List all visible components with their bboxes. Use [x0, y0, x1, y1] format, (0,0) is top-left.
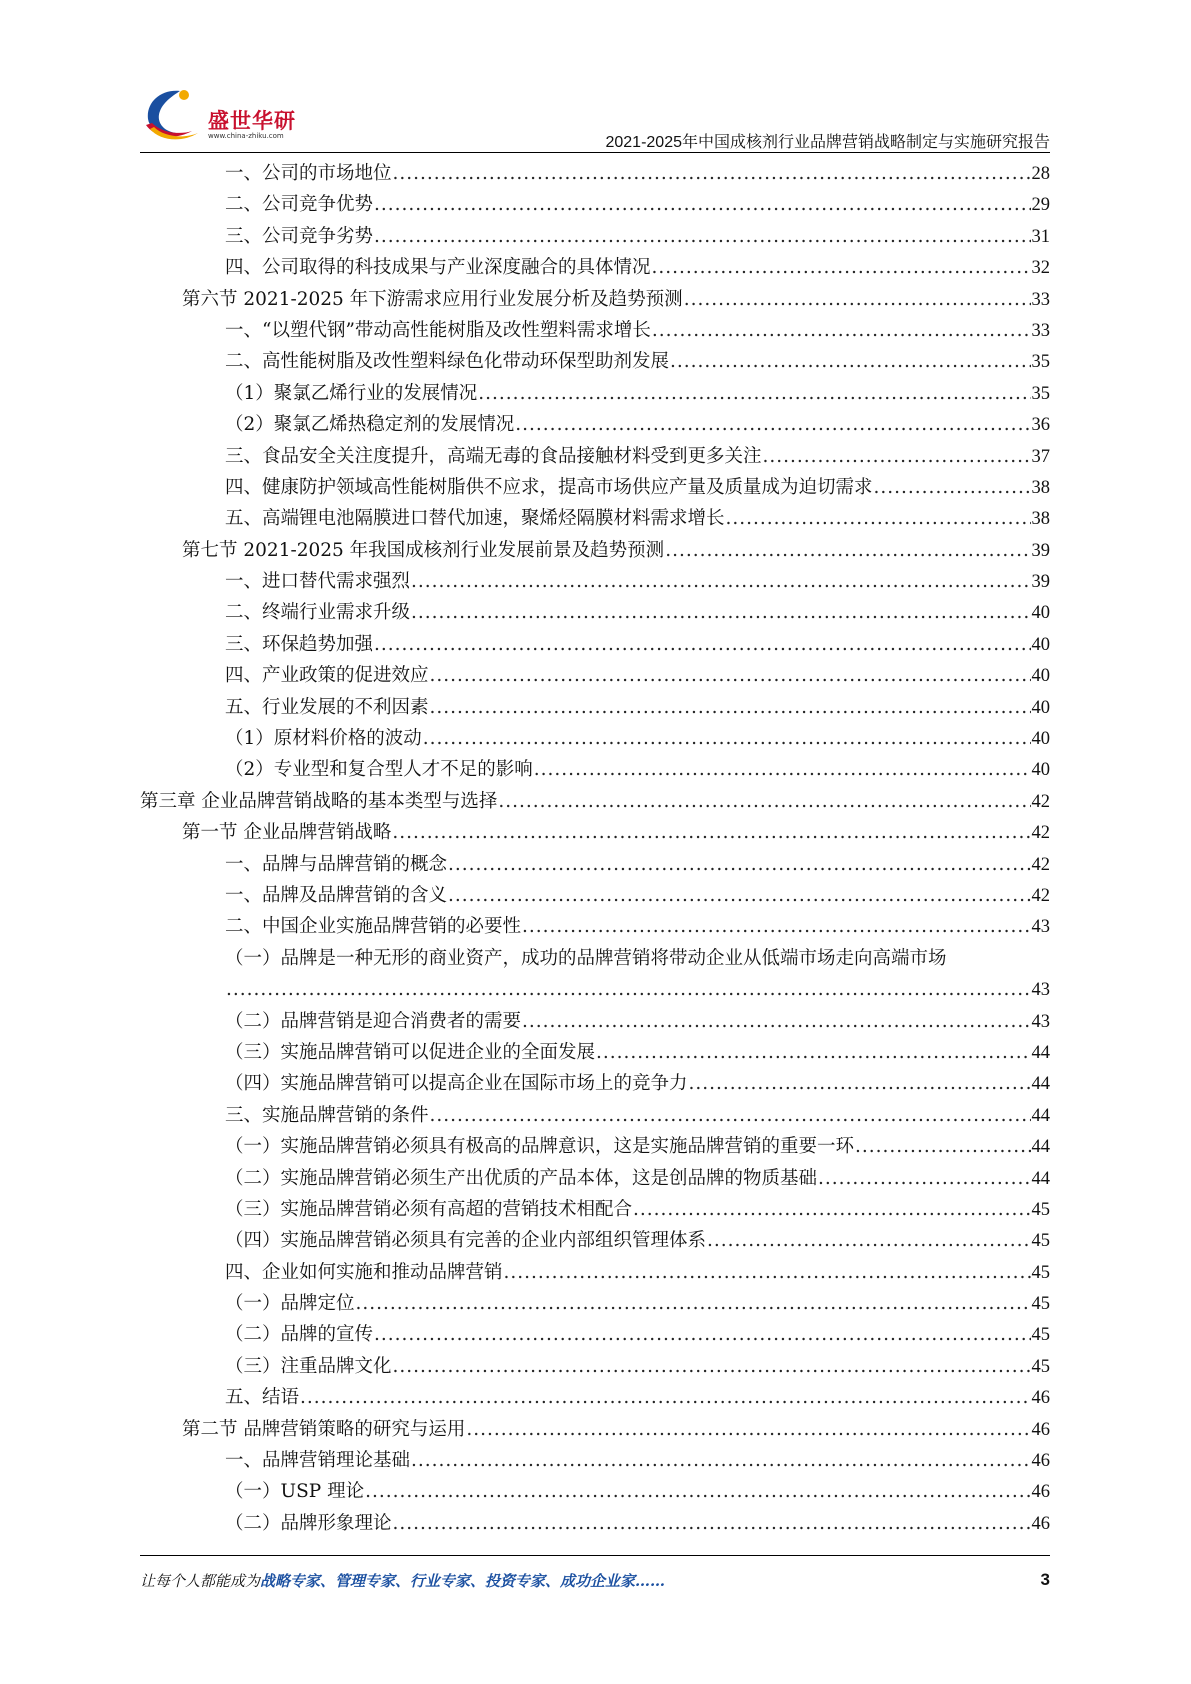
toc-entry[interactable] — [140, 503, 1050, 534]
toc-entry-text: 第七节 2021-2025 年我国成核剂行业发展前景及趋势预测 — [182, 539, 665, 561]
toc-entry[interactable] — [140, 1476, 1050, 1507]
toc-entry-text: 三、实施品牌营销的条件 — [225, 1104, 429, 1126]
toc-entry-page: 45 — [1031, 1199, 1050, 1220]
toc-entry-page: 44 — [1031, 1137, 1050, 1158]
toc-entry-text: （一）实施品牌营销必须具有极高的品牌意识，这是实施品牌营销的重要一环 — [225, 1136, 855, 1158]
toc-entry-page: 37 — [1031, 446, 1050, 467]
toc-entry[interactable] — [140, 441, 1050, 472]
toc-entry-text: 三、环保趋势加强 — [225, 633, 374, 655]
toc-leader-dots — [534, 754, 1031, 785]
toc-entry-page: 44 — [1031, 1168, 1050, 1189]
toc-entry-page: 43 — [1031, 980, 1050, 1001]
toc-leader-dots — [522, 911, 1030, 942]
toc-leader-dots — [689, 1068, 1031, 1099]
toc-entry[interactable] — [140, 221, 1050, 252]
toc-entry-page: 40 — [1031, 634, 1050, 655]
toc-leader-dots — [423, 723, 1031, 754]
toc-entry-text: 三、食品安全关注度提升，高端无毒的食品接触材料受到更多关注 — [225, 445, 762, 467]
toc-entry[interactable] — [140, 1445, 1050, 1476]
toc-entry[interactable] — [140, 189, 1050, 220]
toc-entry[interactable] — [140, 1351, 1050, 1382]
toc-leader-dots — [430, 1100, 1031, 1131]
toc-entry-page: 40 — [1031, 603, 1050, 624]
footer-divider — [140, 1555, 1050, 1556]
page-footer — [140, 1570, 1050, 1594]
toc-entry-text: 一、“以塑代钢”带动高性能树脂及改性塑料需求增长 — [225, 319, 651, 341]
toc-entry-text: （一）品牌定位 — [225, 1293, 355, 1315]
toc-entry-text: （二）品牌的宣传 — [225, 1324, 374, 1346]
toc-leader-dots — [874, 472, 1031, 503]
toc-entry-text: （2）专业型和复合型人才不足的影响 — [225, 759, 533, 781]
toc-entry-text: 四、产业政策的促进效应 — [225, 665, 429, 687]
toc-leader-dots — [504, 1257, 1031, 1288]
toc-leader-dots — [430, 660, 1031, 691]
toc-entry-text: 第六节 2021-2025 年下游需求应用行业发展分析及趋势预测 — [182, 288, 683, 310]
toc-entry-page: 44 — [1031, 1105, 1050, 1126]
toc-entry[interactable] — [140, 1225, 1050, 1256]
toc-entry-text: （三）实施品牌营销可以促进企业的全面发展 — [225, 1041, 596, 1063]
toc-entry[interactable] — [140, 692, 1050, 723]
toc-leader-dots — [430, 692, 1031, 723]
toc-entry-page: 33 — [1031, 289, 1050, 310]
footer-slogan-lead: 让每个人都能成为 — [140, 1572, 261, 1590]
toc-entry-page: 40 — [1031, 697, 1050, 718]
toc-entry-page: 44 — [1031, 1042, 1050, 1063]
toc-leader-dots — [633, 1194, 1030, 1225]
toc-entry[interactable] — [140, 409, 1050, 440]
toc-entry-page: 39 — [1031, 572, 1050, 593]
toc-entry-text: 四、公司取得的科技成果与产业深度融合的具体情况 — [225, 257, 651, 279]
toc-entry-page: 28 — [1031, 164, 1050, 184]
toc-entry-text: 五、结语 — [225, 1387, 300, 1409]
toc-entry-text: （四）实施品牌营销可以提高企业在国际市场上的竞争力 — [225, 1073, 688, 1095]
toc-leader-dots — [374, 1319, 1030, 1350]
toc-entry-page: 43 — [1031, 917, 1050, 938]
toc-entry-text: （2）聚氯乙烯热稳定剂的发展情况 — [225, 414, 515, 436]
toc-entry-text: （1）原材料价格的波动 — [225, 728, 422, 750]
header-divider — [140, 152, 1050, 153]
toc-entry-page: 46 — [1031, 1419, 1050, 1440]
toc-leader-dots — [515, 409, 1030, 440]
toc-entry[interactable] — [140, 1163, 1050, 1194]
toc-entry-page: 31 — [1031, 226, 1050, 247]
report-title: 2021-2025年中国成核剂行业品牌营销战略制定与实施研究报告 — [605, 134, 1050, 151]
toc-entry[interactable] — [140, 754, 1050, 785]
toc-entry-text: 四、企业如何实施和推动品牌营销 — [225, 1261, 503, 1283]
toc-leader-dots — [374, 221, 1030, 252]
toc-entry-text: 二、高性能树脂及改性塑料绿色化带动环保型助剂发展 — [225, 351, 670, 373]
toc-entry-page: 29 — [1031, 195, 1050, 216]
toc-entry-page: 32 — [1031, 258, 1050, 279]
footer-slogan-emphasis: 战略专家、管理专家、行业专家、投资专家、成功企业家…… — [260, 1572, 666, 1590]
toc-entry-page: 42 — [1031, 791, 1050, 812]
toc-entry-text: 第一节 企业品牌营销战略 — [182, 822, 392, 844]
toc-leader-dots — [411, 1445, 1030, 1476]
toc-entry[interactable] — [140, 566, 1050, 597]
logo-url: www.china-zhiku.com — [208, 132, 284, 140]
toc-entry-page: 46 — [1031, 1451, 1050, 1472]
toc-entry-page: 39 — [1031, 540, 1050, 561]
toc-entry-text: 三、公司竞争劣势 — [225, 225, 374, 247]
toc-entry[interactable] — [140, 315, 1050, 346]
toc-entry-text: （二）实施品牌营销必须生产出优质的产品本体，这是创品牌的物质基础 — [225, 1167, 818, 1189]
toc-entry-text: 一、品牌及品牌营销的含义 — [225, 884, 448, 906]
toc-entry-page: 43 — [1031, 1011, 1050, 1032]
toc-entry-text: （三）注重品牌文化 — [225, 1355, 392, 1377]
toc-entry-page: 42 — [1031, 854, 1050, 875]
toc-leader-dots — [684, 284, 1031, 315]
toc-leader-dots — [855, 1131, 1030, 1162]
toc-leader-dots — [448, 880, 1030, 911]
toc-leader-dots — [393, 1508, 1031, 1539]
toc-entry-page: 42 — [1031, 823, 1050, 844]
toc-entry[interactable] — [140, 1382, 1050, 1413]
toc-entry[interactable] — [140, 1006, 1050, 1037]
toc-entry-page: 35 — [1031, 383, 1050, 404]
toc-entry[interactable] — [140, 378, 1050, 409]
toc-leader-dots — [763, 441, 1031, 472]
toc-entry[interactable] — [140, 1257, 1050, 1288]
toc-entry-page: 33 — [1031, 320, 1050, 341]
toc-entry-text: （四）实施品牌营销必须具有完善的企业内部组织管理体系 — [225, 1230, 707, 1252]
toc-entry-text: 二、终端行业需求升级 — [225, 602, 411, 624]
toc-entry-page: 40 — [1031, 666, 1050, 687]
toc-leader-dots — [522, 1006, 1030, 1037]
toc-entry-text: 五、行业发展的不利因素 — [225, 696, 429, 718]
toc-entry-text: 一、进口替代需求强烈 — [225, 571, 411, 593]
toc-entry[interactable] — [140, 284, 1050, 315]
toc-entry-text: 二、中国企业实施品牌营销的必要性 — [225, 916, 522, 938]
logo-emblem-icon — [140, 85, 210, 145]
toc-entry[interactable] — [140, 535, 1050, 566]
toc-entry-text: （一）USP 理论 — [225, 1481, 365, 1503]
toc-entry-page: 45 — [1031, 1231, 1050, 1252]
toc-entry-text: 一、品牌营销理论基础 — [225, 1450, 411, 1472]
toc-entry[interactable] — [140, 723, 1050, 754]
toc-entry-page: 35 — [1031, 352, 1050, 373]
toc-entry-page: 38 — [1031, 477, 1050, 498]
toc-entry-page: 42 — [1031, 885, 1050, 906]
toc-leader-dots — [652, 252, 1031, 283]
toc-leader-dots — [226, 974, 1031, 1005]
toc-entry-text: 二、公司竞争优势 — [225, 194, 374, 216]
toc-leader-dots — [818, 1163, 1030, 1194]
toc-leader-dots — [374, 629, 1030, 660]
toc-entry[interactable] — [140, 158, 1050, 189]
table-of-contents — [140, 158, 1050, 1539]
toc-leader-dots — [411, 597, 1030, 628]
toc-entry[interactable] — [140, 1319, 1050, 1350]
toc-entry[interactable] — [140, 849, 1050, 880]
toc-entry-text: （三）实施品牌营销必须有高超的营销技术相配合 — [225, 1198, 633, 1220]
toc-leader-dots — [670, 346, 1030, 377]
toc-entry[interactable] — [140, 597, 1050, 628]
toc-entry-page: 45 — [1031, 1325, 1050, 1346]
toc-leader-dots — [478, 378, 1030, 409]
toc-leader-dots — [393, 1351, 1031, 1382]
toc-entry[interactable] — [140, 1414, 1050, 1445]
toc-entry[interactable] — [140, 786, 1050, 817]
toc-entry-page: 45 — [1031, 1294, 1050, 1315]
toc-entry[interactable] — [140, 1068, 1050, 1099]
toc-entry-text: 一、公司的市场地位 — [225, 163, 392, 184]
page-header — [140, 85, 1050, 155]
toc-entry-text: 五、高端锂电池隔膜进口替代加速，聚烯烃隔膜材料需求增长 — [225, 508, 725, 530]
toc-leader-dots — [707, 1225, 1030, 1256]
toc-entry-page: 36 — [1031, 415, 1050, 436]
toc-leader-dots — [448, 849, 1030, 880]
toc-entry[interactable] — [140, 817, 1050, 848]
toc-entry-text: （一）品牌是一种无形的商业资产，成功的品牌营销将带动企业从低端市场走向高端市场 — [225, 947, 947, 969]
toc-entry[interactable] — [140, 911, 1050, 942]
company-logo — [140, 85, 310, 145]
toc-leader-dots — [498, 786, 1030, 817]
toc-entry[interactable] — [140, 346, 1050, 377]
toc-entry[interactable] — [140, 252, 1050, 283]
toc-leader-dots — [365, 1476, 1030, 1507]
toc-entry-page: 46 — [1031, 1482, 1050, 1503]
toc-entry-text: 一、品牌与品牌营销的概念 — [225, 853, 448, 875]
toc-entry[interactable] — [140, 472, 1050, 503]
toc-entry-page: 46 — [1031, 1388, 1050, 1409]
toc-leader-dots — [665, 535, 1030, 566]
toc-entry-page: 40 — [1031, 729, 1050, 750]
toc-entry-text: 第二节 品牌营销策略的研究与运用 — [182, 1418, 466, 1440]
toc-entry-page: 45 — [1031, 1356, 1050, 1377]
toc-entry-text: （二）品牌营销是迎合消费者的需要 — [225, 1010, 522, 1032]
toc-entry-page: 38 — [1031, 509, 1050, 530]
toc-entry[interactable] — [140, 943, 1050, 1006]
toc-leader-dots — [596, 1037, 1030, 1068]
toc-entry-page: 45 — [1031, 1262, 1050, 1283]
toc-leader-dots — [374, 189, 1030, 220]
toc-entry[interactable] — [140, 660, 1050, 691]
toc-entry[interactable] — [140, 880, 1050, 911]
toc-entry[interactable] — [140, 1508, 1050, 1539]
toc-entry[interactable] — [140, 1037, 1050, 1068]
toc-entry-text: 四、健康防护领域高性能树脂供不应求，提高市场供应产量及质量成为迫切需求 — [225, 476, 873, 498]
toc-entry[interactable] — [140, 1288, 1050, 1319]
toc-entry-text: 第三章 企业品牌营销战略的基本类型与选择 — [140, 790, 498, 812]
toc-entry-text: （二）品牌形象理论 — [225, 1512, 392, 1534]
toc-entry-page: 46 — [1031, 1513, 1050, 1534]
toc-entry-page: 40 — [1031, 760, 1050, 781]
toc-entry[interactable] — [140, 629, 1050, 660]
toc-leader-dots — [392, 817, 1030, 848]
page-number: 3 — [1040, 1570, 1050, 1589]
toc-leader-dots — [411, 566, 1030, 597]
toc-leader-dots — [300, 1382, 1030, 1413]
toc-entry-text: （1）聚氯乙烯行业的发展情况 — [225, 382, 478, 404]
toc-leader-dots — [393, 158, 1031, 189]
toc-leader-dots — [466, 1414, 1030, 1445]
toc-entry[interactable] — [140, 1194, 1050, 1225]
toc-leader-dots — [726, 503, 1031, 534]
logo-text: 盛世华研 — [208, 109, 296, 133]
toc-leader-dots — [356, 1288, 1031, 1319]
toc-entry[interactable] — [140, 1100, 1050, 1131]
toc-leader-dots — [652, 315, 1031, 346]
toc-entry[interactable] — [140, 1131, 1050, 1162]
toc-entry-page: 44 — [1031, 1074, 1050, 1095]
